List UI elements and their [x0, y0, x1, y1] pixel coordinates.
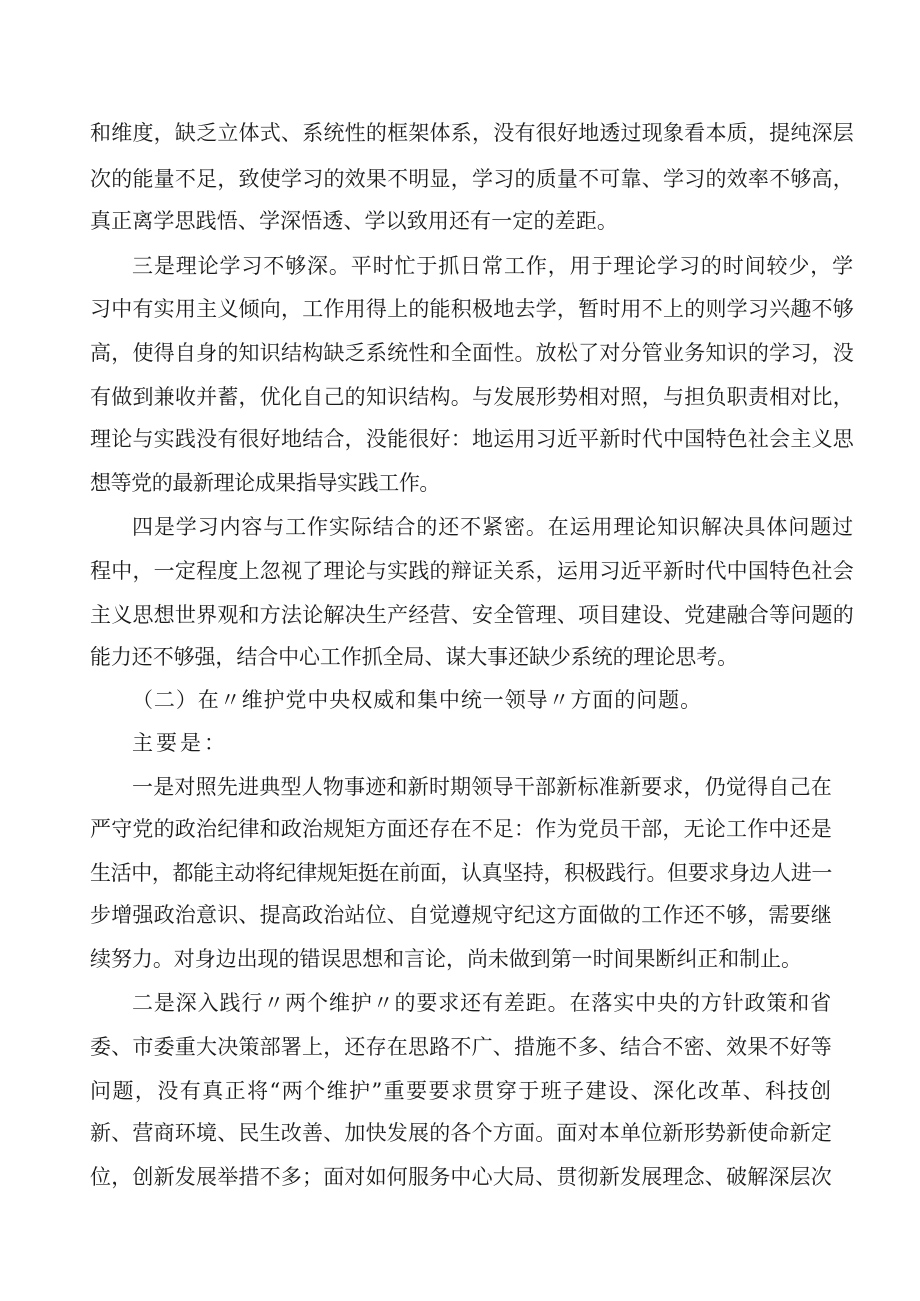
text-line: 有做到兼收并蓄，优化自己的知识结构。与发展形势相对照，与担负职责相对比， [90, 385, 854, 409]
text-line: 一是对照先进典型人物事迹和新时期领导干部新标准新要求，仍觉得自己在 [132, 775, 832, 799]
text-line: 主要是： [132, 731, 228, 755]
text-line: 四是学习内容与工作实际结合的还不紧密。在运用理论知识解决具体问题过 [132, 515, 854, 539]
text-line: 委、市委重大决策部署上，还存在思路不广、措施不多、结合不密、效果不好等 [90, 1035, 832, 1059]
text-line: 习中有实用主义倾向，工作用得上的能积极地去学，暂时用不上的则学习兴趣不够 [90, 297, 854, 321]
text-line: 三是理论学习不够深。平时忙于抓日常工作，用于理论学习的时间较少，学 [132, 254, 854, 278]
text-line: 程中，一定程度上忽视了理论与实践的辩证关系，运用习近平新时代中国特色社会 [90, 559, 854, 583]
text-line: 二是深入践行〃两个维护〃的要求还有差距。在落实中央的方针政策和省 [132, 991, 832, 1015]
text-line: 高，使得自身的知识结构缺乏系统性和全面性。放松了对分管业务知识的学习，没 [90, 341, 854, 365]
text-line: 生活中，都能主动将纪律规矩挺在前面，认真坚持，积极践行。但要求身边人进一 [90, 861, 832, 885]
section-heading: （二）在〃维护党中央权威和集中统一领导〃方面的问题。 [132, 688, 702, 712]
text-line: 想等党的最新理论成果指导实践工作。 [90, 471, 440, 495]
text-line: 严守党的政治纪律和政治规矩方面还存在不足：作为党员干部，无论工作中还是 [90, 817, 832, 841]
text-line: 能力还不够强，结合中心工作抓全局、谋大事还缺少系统的理论思考。 [90, 645, 738, 669]
text-line: 续努力。对身边出现的错误思想和言论，尚未做到第一时间果断纠正和制止。 [90, 947, 802, 971]
text-line: 次的能量不足，致使学习的效果不明显，学习的质量不可靠、学习的效率不够高， [90, 167, 854, 191]
text-line: 主义思想世界观和方法论解决生产经营、安全管理、项目建设、党建融合等问题的 [90, 603, 854, 627]
text-line: 新、营商环境、民生改善、加快发展的各个方面。面对本单位新形势新使命新定 [90, 1121, 832, 1145]
text-line: 和维度，缺乏立体式、系统性的框架体系，没有很好地透过现象看本质，提纯深层 [90, 121, 854, 145]
text-line: 问题，没有真正将“两个维护”重要要求贯穿于班子建设、深化改革、科技创 [90, 1079, 833, 1103]
text-line: 真正离学思践悟、学深悟透、学以致用还有一定的差距。 [90, 209, 618, 233]
text-line: 步增强政治意识、提高政治站位、自觉遵规守纪这方面做的工作还不够，需要继 [90, 903, 832, 927]
text-line: 位，创新发展举措不多；面对如何服务中心大局、贯彻新发展理念、破解深层次 [90, 1165, 832, 1189]
text-line: 理论与实践没有很好地结合，没能很好：地运用习近平新时代中国特色社会主义思 [90, 427, 854, 451]
